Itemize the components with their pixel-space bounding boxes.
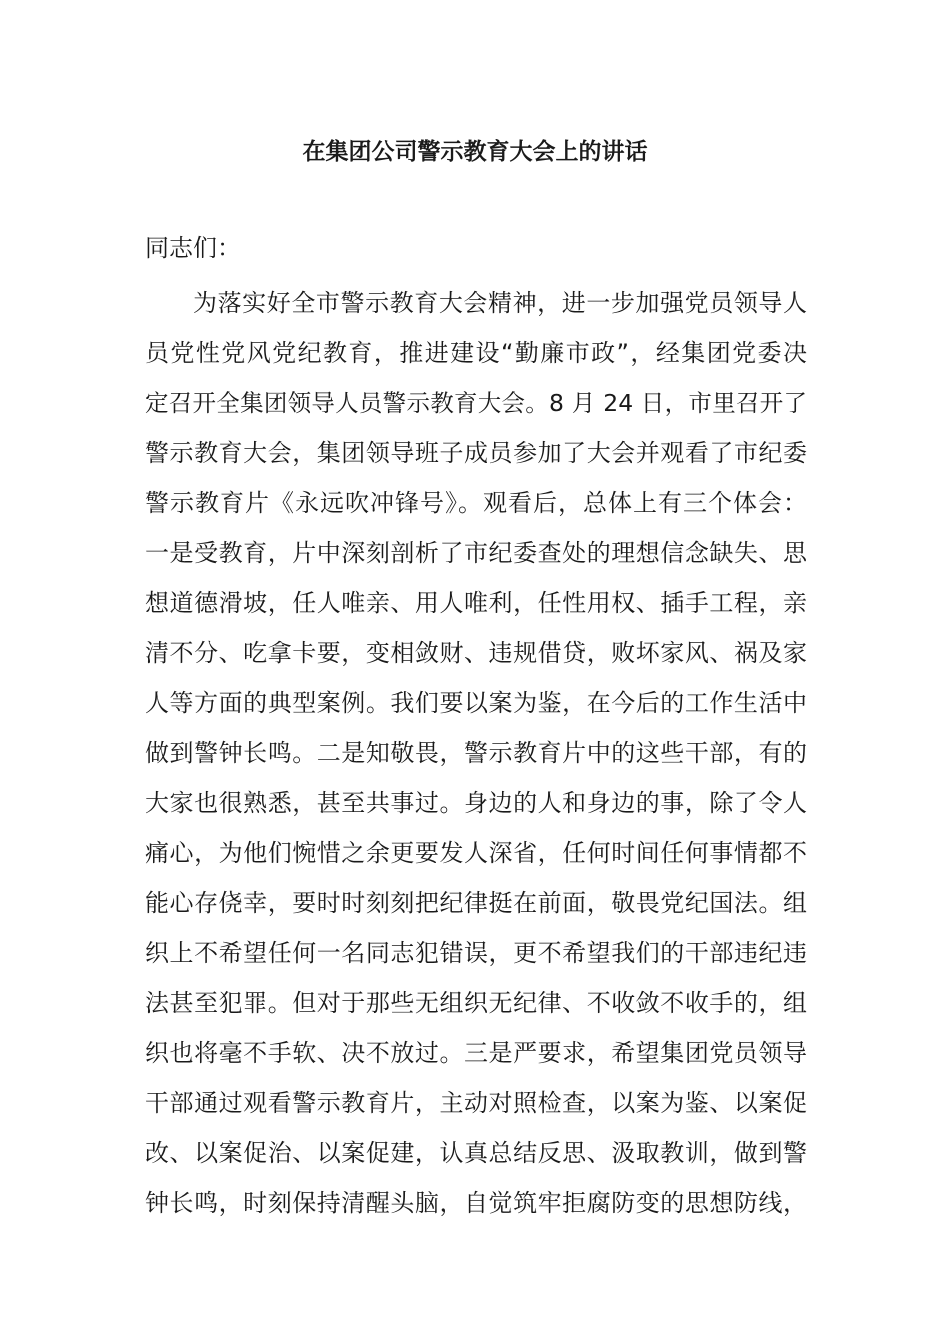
body-text-line: 定召开全集团领导人员警示教育大会。8 月 24 日，市里召开了 (145, 389, 807, 417)
body-text-line: 想道德滑坡，任人唯亲、用人唯利，任性用权、插手工程，亲 (145, 589, 807, 617)
body-text-line: 做到警钟长鸣。二是知敬畏，警示教育片中的这些干部，有的 (145, 739, 807, 767)
document-title: 在集团公司警示教育大会上的讲话 (302, 139, 648, 165)
body-text-line: 痛心，为他们惋惜之余更要发人深省，任何时间任何事情都不 (145, 839, 807, 867)
body-text-line: 能心存侥幸，要时时刻刻把纪律挺在前面，敬畏党纪国法。组 (145, 889, 807, 917)
body-text-line: 人等方面的典型案例。我们要以案为鉴，在今后的工作生活中 (145, 689, 807, 717)
body-text-line: 员党性党风党纪教育，推进建设“勤廉市政”，经集团党委决 (145, 339, 807, 367)
body-text-line: 清不分、吃拿卡要，变相敛财、违规借贷，败坏家风、祸及家 (145, 639, 807, 667)
salutation: 同志们： (145, 234, 241, 262)
body-text-line: 大家也很熟悉，甚至共事过。身边的人和身边的事，除了令人 (145, 789, 807, 817)
body-text-line: 警示教育大会，集团领导班子成员参加了大会并观看了市纪委 (145, 439, 807, 467)
body-text-line: 织也将毫不手软、决不放过。三是严要求，希望集团党员领导 (145, 1039, 807, 1067)
document-body (145, 278, 807, 1228)
body-text-line: 改、以案促治、以案促建，认真总结反思、汲取教训，做到警 (145, 1139, 807, 1167)
body-text-line: 一是受教育，片中深刻剖析了市纪委查处的理想信念缺失、思 (145, 539, 807, 567)
body-text-line: 法甚至犯罪。但对于那些无组织无纪律、不收敛不收手的，组 (145, 989, 807, 1017)
body-text-line: 织上不希望任何一名同志犯错误，更不希望我们的干部违纪违 (145, 939, 807, 967)
body-text-line: 钟长鸣，时刻保持清醒头脑，自觉筑牢拒腐防变的思想防线， (145, 1189, 807, 1217)
body-text-line: 为落实好全市警示教育大会精神，进一步加强党员领导人 (193, 289, 807, 317)
body-text-line: 警示教育片《永远吹冲锋号》。观看后，总体上有三个体会： (145, 489, 807, 517)
body-text-line: 干部通过观看警示教育片，主动对照检查，以案为鉴、以案促 (145, 1089, 807, 1117)
